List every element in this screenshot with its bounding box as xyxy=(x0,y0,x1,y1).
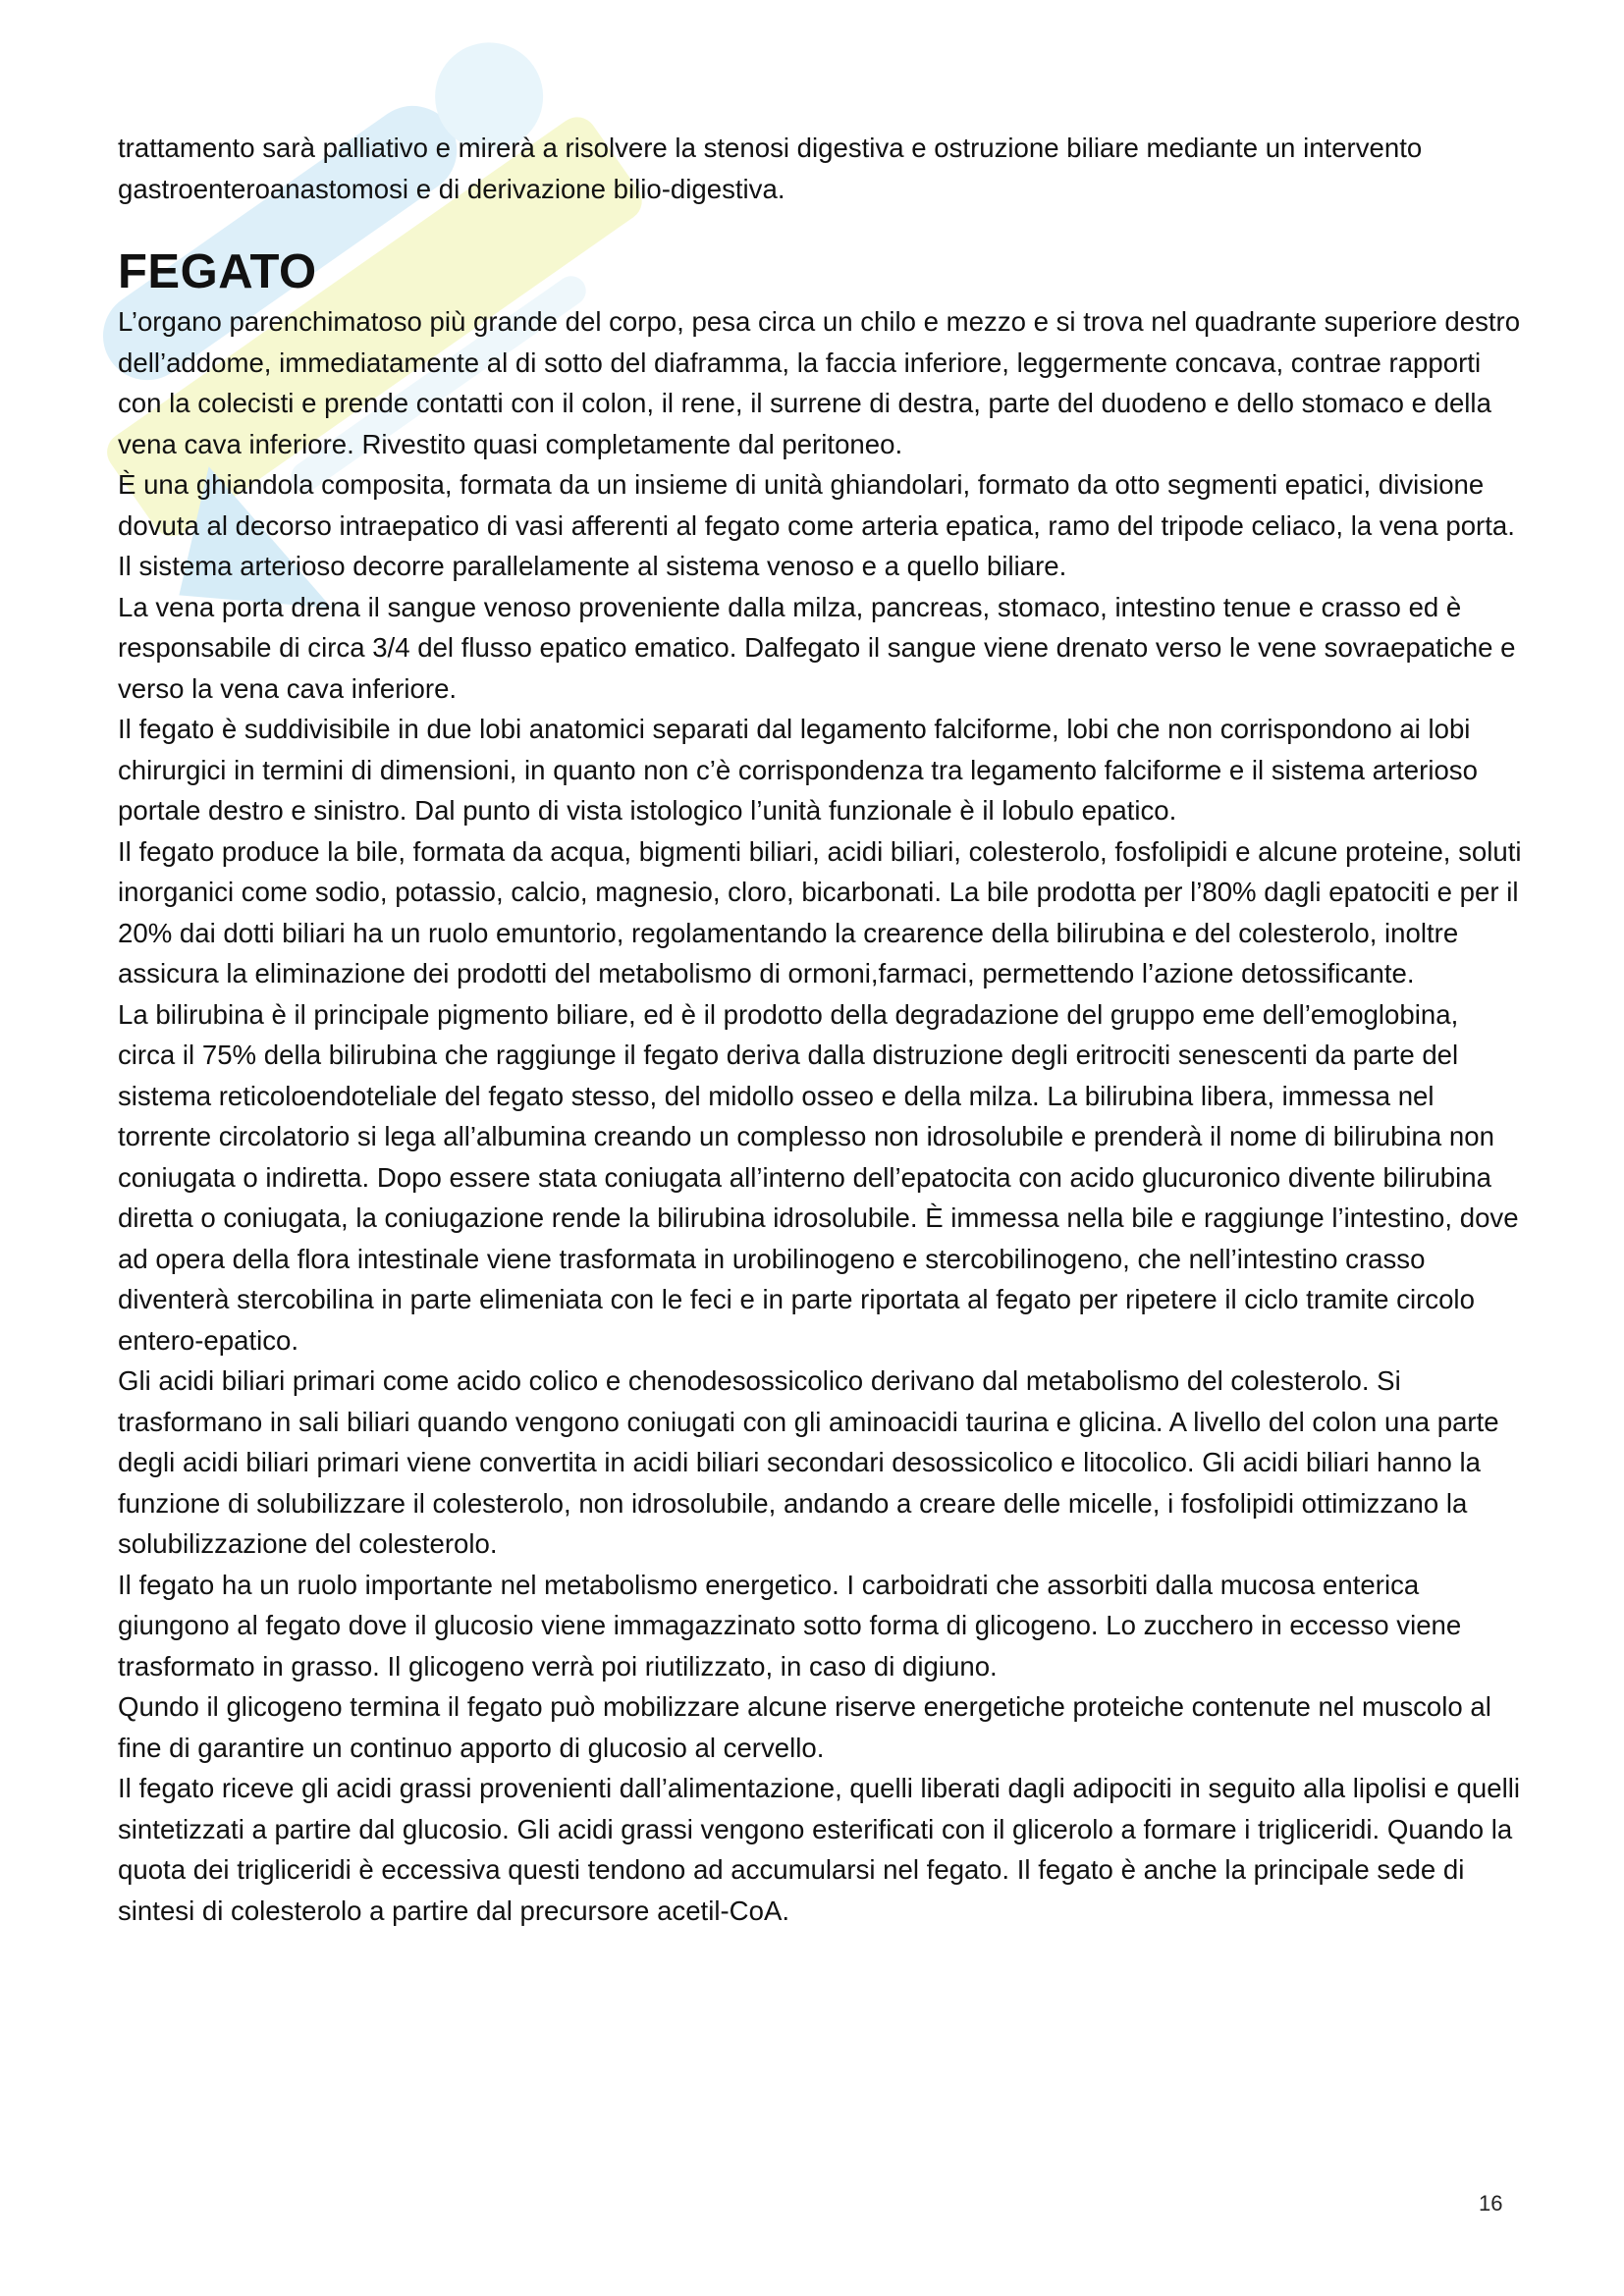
paragraph: Qundo il glicogeno termina il fegato può mobilizzare alcune riserve energetiche proteiche contenute nel muscolo al fine di garantire un continuo apporto di glucosio al cervello. xyxy=(118,1691,1491,1763)
paragraph: Il fegato produce la bile, formata da acqua, bigmenti biliari, acidi biliari, colesterolo, fosfolipidi e alcune proteine, soluti inorganici come sodio, potassio, calcio, magnesio, cloro, bicarbonati. La bile prodotta per l’80% dagli epatociti e per il 20% dai dotti biliari ha un ruolo emuntorio, regolamentando la crearence della bilirubina e del colesterolo, inoltre assicura la eliminazione dei prodotti del metabolismo di ormoni,farmaci, permettendo l’azione detossificante. xyxy=(118,835,1522,988)
page-number: 16 xyxy=(1479,2191,1503,2216)
paragraph: È una ghiandola composita, formata da un insieme di unità ghiandolari, formato da otto segmenti epatici, divisione dovuta al decorso intraepatico di vasi afferenti al fegato come arteria epatica, ramo del tripode celiaco, la vena porta. Il sistema arterioso decorre parallelamente al sistema venoso e a quello biliare. xyxy=(118,469,1515,581)
paragraph: Gli acidi biliari primari come acido colico e chenodesossicolico derivano dal metabolismo del colesterolo. Si trasformano in sali biliari quando vengono coniugati con gli aminoacidi taurina e glicina. A livello del colon una parte degli acidi biliari primari viene convertita in acidi biliari secondari desossicolico e litocolico. Gli acidi biliari hanno la funzione di solubilizzare il colesterolo, non idrosolubile, andando a creare delle micelle, i fosfolipidi ottimizzano la solubilizzazione del colesterolo. xyxy=(118,1365,1499,1559)
paragraph: La vena porta drena il sangue venoso proveniente dalla milza, pancreas, stomaco, intestino tenue e crasso ed è responsabile di circa 3/4 del flusso epatico ematico. Dalfegato il sangue viene drenato verso le vene sovraepatiche e verso la vena cava inferiore. xyxy=(118,591,1516,704)
paragraph: La bilirubina è il principale pigmento biliare, ed è il prodotto della degradazione del gruppo eme dell’emoglobina, circa il 75% della bilirubina che raggiunge il fegato deriva dalla distruzione degli eritrociti senescenti da parte del sistema reticoloendoteliale del fegato stesso, del midollo osseo e della milza. La bilirubina libera, immessa nel torrente circolatorio si lega all’albumina creando un complesso non idrosolubile e prenderà il nome di bilirubina non coniugata o indiretta. Dopo essere stata coniugata all’interno dell’epatocita con acido glucuronico divente bilirubina diretta o coniugata, la coniugazione rende la bilirubina idrosolubile. È immessa nella bile e raggiunge l’intestino, dove ad opera della flora intestinale viene trasformata in urobilinogeno e stercobilinogeno, che nell’intestino crasso diventerà stercobilina in parte elimeniata con le feci e in parte riportata al fegato per ripetere il ciclo tramite circolo entero-epatico. xyxy=(118,998,1519,1356)
paragraph: Il fegato riceve gli acidi grassi provenienti dall’alimentazione, quelli liberati dagli adipociti in seguito alla lipolisi e quelli sintetizzati a partire dal glucosio. Gli acidi grassi vengono esterificati con il glicerolo a formare i trigliceridi. Quando la quota dei trigliceridi è eccessiva questi tendono ad accumularsi nel fegato. Il fegato è anche la principale sede di sintesi di colesterolo a partire dal precursore acetil-CoA. xyxy=(118,1773,1521,1926)
intro-paragraph: trattamento sarà palliativo e mirerà a risolvere la stenosi digestiva e ostruzione biliare mediante un intervento gastroenteroanastomosi e di derivazione bilio-digestiva. xyxy=(118,133,1423,204)
section-title: FEGATO xyxy=(118,245,317,298)
paragraph: Il fegato ha un ruolo importante nel metabolismo energetico. I carboidrati che assorbiti dalla mucosa enterica giungono al fegato dove il glucosio viene immagazzinato sotto forma di glicogeno. Lo zucchero in eccesso viene trasformato in grasso. Il glicogeno verrà poi riutilizzato, in caso di digiuno. xyxy=(118,1569,1462,1682)
paragraph: L’organo parenchimatoso più grande del corpo, pesa circa un chilo e mezzo e si trova nel quadrante superiore destro dell’addome, immediatamente al di sotto del diaframma, la faccia inferiore, leggermente concava, contrae rapporti con la colecisti e prende contatti con il colon, il rene, il surrene di destra, parte del duodeno e dello stomaco e della vena cava inferiore. Rivestito quasi completamente dal peritoneo. xyxy=(118,306,1521,459)
document-body xyxy=(118,128,1522,1931)
paragraph: Il fegato è suddivisibile in due lobi anatomici separati dal legamento falciforme, lobi che non corrispondono ai lobi chirurgici in termini di dimensioni, in quanto non c’è corrispondenza tra legamento falciforme e il sistema arterioso portale destro e sinistro. Dal punto di vista istologico l’unità funzionale è il lobulo epatico. xyxy=(118,714,1478,826)
